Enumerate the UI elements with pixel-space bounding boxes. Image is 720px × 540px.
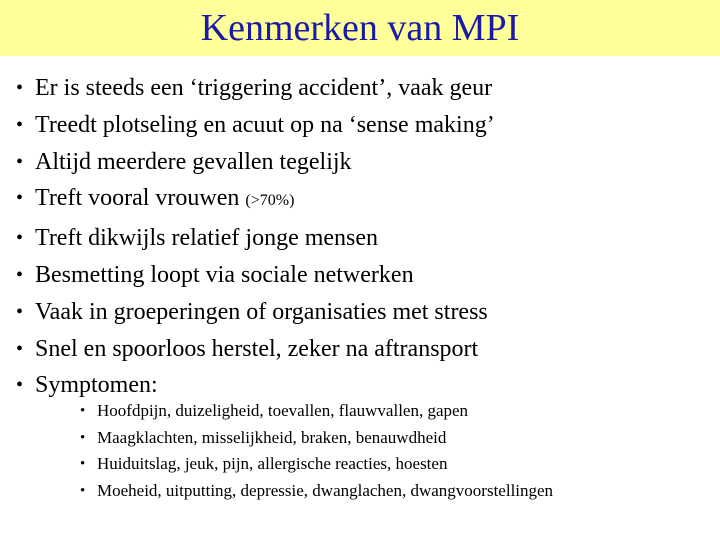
symptom-list — [80, 398, 553, 504]
bullet-marker: • — [16, 227, 24, 250]
bullet-item — [16, 180, 495, 220]
bullet-text: Besmetting loopt via sociale netwerken — [35, 261, 414, 288]
bullet-item — [16, 70, 495, 107]
symptom-text: Hoofdpijn, duizeligheid, toevallen, flauwvallen, gapen — [97, 401, 469, 420]
bullet-marker: • — [16, 77, 24, 99]
bullet-text: Altijd meerdere gevallen tegelijk — [35, 148, 352, 175]
bullet-item — [16, 107, 495, 144]
symptom-item — [80, 425, 553, 452]
title-bar — [0, 0, 720, 56]
bullet-marker: • — [16, 150, 24, 173]
symptom-text: Moeheid, uitputting, depressie, dwanglachen, dwangvoorstellingen — [97, 480, 554, 500]
bullet-item — [16, 220, 495, 257]
symptom-text: Huiduitslag, jeuk, pijn, allergische reacties, hoesten — [97, 454, 448, 473]
bullet-marker: • — [16, 374, 24, 397]
bullet-list — [16, 70, 495, 404]
symptom-item — [80, 478, 553, 505]
bullet-marker: • — [16, 263, 24, 286]
symptom-text: Maagklachten, misselijkheid, braken, benauwdheid — [97, 427, 447, 447]
bullet-marker: • — [80, 456, 86, 472]
bullet-item — [16, 331, 495, 368]
symptom-item — [80, 451, 553, 478]
bullet-marker: • — [80, 429, 86, 446]
bullet-item — [16, 257, 495, 294]
bullet-text: Treft dikwijls relatief jonge mensen — [35, 225, 379, 252]
slide-title: Kenmerken van MPI — [200, 7, 520, 49]
bullet-marker: • — [80, 403, 86, 419]
bullet-text: Treedt plotseling en acuut op na ‘sense making’ — [35, 111, 495, 138]
bullet-marker: • — [16, 337, 24, 360]
bullet-note: (>70%) — [245, 192, 295, 210]
bullet-text: Er is steeds een ‘triggering accident’, vaak geur — [35, 75, 493, 101]
bullet-marker: • — [16, 300, 24, 323]
bullet-text: Treft vooral vrouwen — [35, 185, 246, 212]
symptom-item — [80, 398, 553, 425]
bullet-marker: • — [16, 113, 24, 136]
bullet-marker: • — [80, 482, 86, 499]
bullet-text: Vaak in groeperingen of organisaties met stress — [35, 298, 488, 325]
bullet-text: Snel en spoorloos herstel, zeker na aftransport — [35, 335, 479, 362]
bullet-text: Symptomen: — [35, 372, 158, 399]
bullet-item — [16, 144, 495, 181]
bullet-item — [16, 294, 495, 331]
bullet-marker: • — [16, 187, 24, 210]
